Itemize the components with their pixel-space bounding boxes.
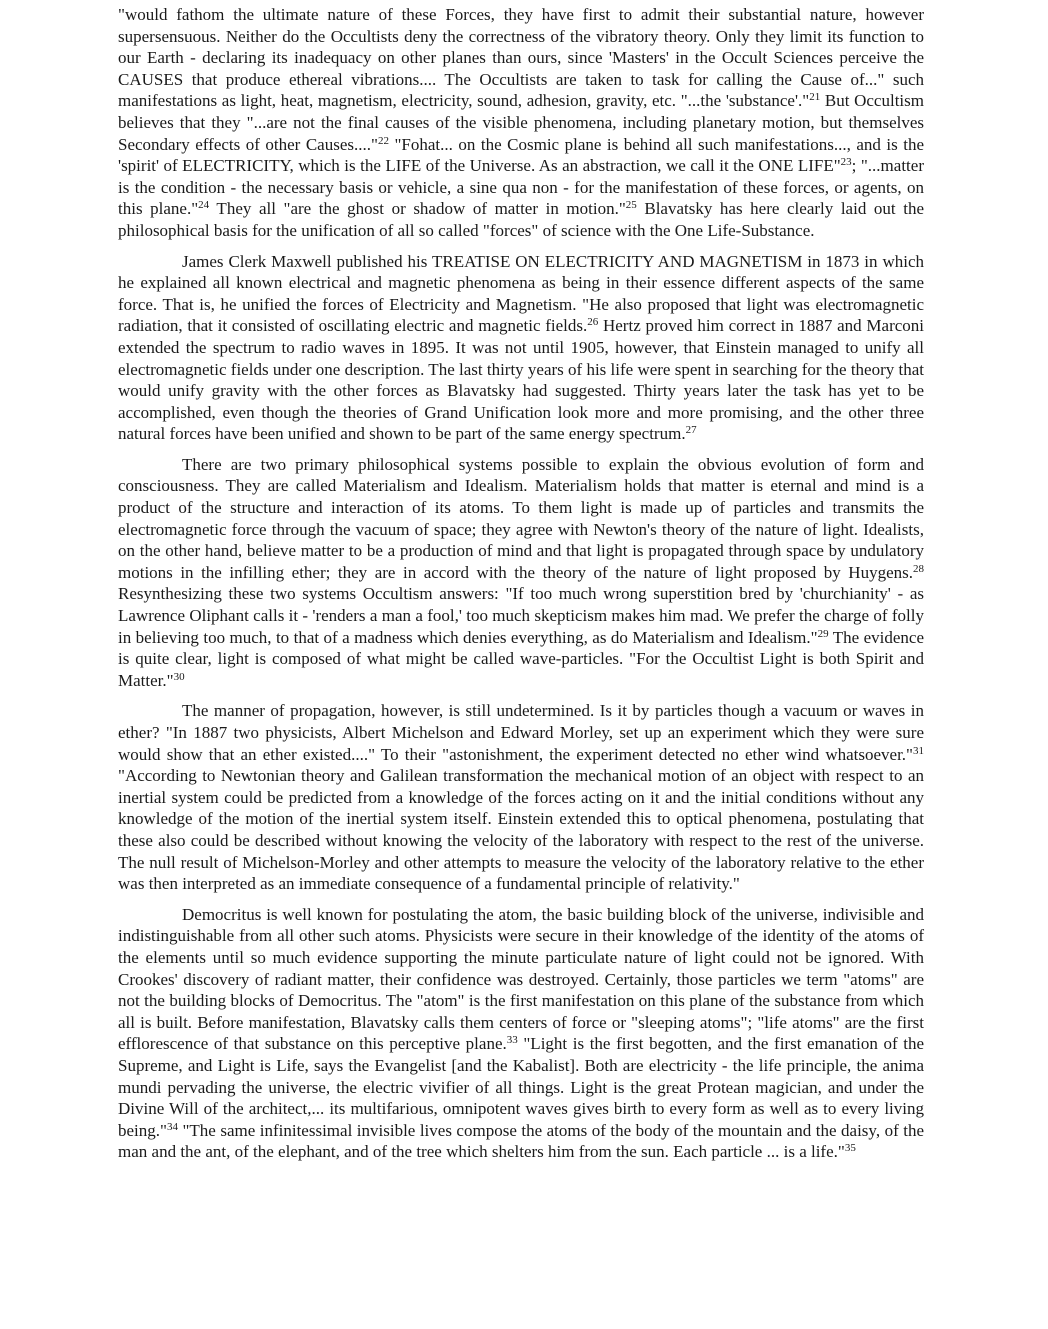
footnote-marker: 23 — [840, 156, 852, 169]
footnote-marker: 29 — [817, 627, 829, 640]
footnote-marker: 24 — [198, 199, 210, 212]
footnote-marker: 21 — [809, 91, 821, 104]
paragraph-text: "Light is the first begotten, and the first emanation of the Supreme, and Light is Life, says the Evangelist [and the Kabalist]. Both are electricity - the life principle, the anima mundi pervading the universe, the electric vivifier of all things. Light is the great Protean magician, and under the Divine Will of the architect,... its multifarious, omnipotent waves gives birth to every form as well as to every living being." — [118, 1034, 924, 1140]
footnote-marker: 35 — [844, 1142, 856, 1155]
footnote-marker: 28 — [913, 562, 924, 575]
footnote-marker: 22 — [377, 134, 389, 147]
footnote-marker: 33 — [506, 1034, 518, 1047]
paragraph-text: Hertz proved him correct in 1887 and Marconi extended the spectrum to radio waves in 1895. It was not until 1905, however, that Einstein managed to unify all electromagnetic fields under one description. The last thirty years of his life were spent in searching for the theory that would unify gravity with the other forces as Blavatsky had suggested. Thirty years later the task has yet to be accomplished, even though the theories of Grand Unification look more and more promising, and the other three natural forces have been unified and shown to be part of the same energy spectrum. — [118, 316, 924, 444]
body-paragraph — [118, 251, 924, 445]
paragraph-text: Democritus is well known for postulating the atom, the basic building block of the universe, indivisible and indistinguishable from all other such atoms. Physicists were secure in their knowledge of the identity of the atoms of the elements until so much evidence supporting the minute particulate nature of light could not be ignored. With Crookes' discovery of radiant matter, their confidence was destroyed. Certainly, those particles we term "atoms" are not the building blocks of Democritus. The "atom" is the first manifestation on this plane of the substance from which all is built. Before manifestation, Blavatsky calls them centers of force or "sleeping atoms"; "life atoms" are the first efflorescence of that substance on this perceptive plane. — [118, 904, 924, 1054]
paragraph-text: "would fathom the ultimate nature of these Forces, they have first to admit their substantial nature, however supersensuous. Neither do the Occultists deny the correctness of the vibratory theory. Only they limit its function to our Earth - declaring its inadequacy on other planes than ours, since 'Masters' in the Occult Sciences perceive the CAUSES that produce ethereal vibrations.... The Occultists are taken to task for calling the Cause of..." such manifestations as light, heat, magnetism, electricity, sound, adhesion, gravity, etc. "...the 'substance'." — [118, 5, 924, 111]
paragraph-text: "The same infinitessimal invisible lives compose the atoms of the body of the mountain and the daisy, of the man and the ant, of the elephant, and of the tree which shelters him from the sun. Each particle ... is a life." — [118, 1120, 924, 1162]
paragraph-text: The manner of propagation, however, is still undetermined. Is it by particles though a vacuum or waves in ether? "In 1887 two physicists, Albert Michelson and Edward Morley, set up an experiment which they were sure would show that an ether existed...." To their "astonishment, the experiment detected no ether wind whatsoever." — [118, 701, 924, 764]
paragraph-text: James Clerk Maxwell published his TREATISE ON ELECTRICITY AND MAGNETISM in 1873 in which he explained all known electrical and magnetic phenomena as being in their essence different aspects of the same force. That is, he unified the forces of Electricity and Magnetism. "He also proposed that light was electromagnetic radiation, that it consisted of oscillating electric and magnetic fields. — [118, 251, 924, 336]
footnote-marker: 34 — [166, 1120, 178, 1133]
body-paragraph — [118, 4, 924, 242]
paragraph-text: Blavatsky has here clearly laid out the philosophical basis for the unification of all so called "forces" of science with the One Life-Substance. — [118, 199, 924, 240]
paragraph-text: They all "are the ghost or shadow of matter in motion." — [209, 199, 626, 219]
paragraph-text: But Occultism believes that they "...are not the final causes of the visible phenomena, including planetary motion, but themselves Secondary effects of other Causes...." — [118, 91, 924, 154]
paragraph-text: "According to Newtonian theory and Galilean transformation the mechanical motion of an object with respect to an inertial system could be predicted from a knowledge of the forces acting on it and the initial conditions without any knowledge of the motion of the inertial system itself. Einstein extended this to optical phenomena, postulating that these also could be described without knowing the velocity of the laboratory with respect to the rest of the universe. The null result of Michelson-Morley and other attempts to measure the velocity of the laboratory relative to the ether was then interpreted as an immediate consequence of a fundamental principle of relativity." — [118, 766, 924, 894]
footnote-marker: 25 — [625, 199, 637, 212]
paragraph-text: "Fohat... on the Cosmic plane is behind all such manifestations..., and is the 'spirit' of ELECTRICITY, which is the LIFE of the Universe. As an abstraction, we call it the ONE LIFE" — [118, 134, 924, 176]
paragraph-text: There are two primary philosophical systems possible to explain the obvious evolution of form and consciousness. They are called Materialism and Idealism. Materialism holds that matter is eternal and mind is a product of the structure and interaction of its atoms. To them light is made up of particles and transmits the electromagnetic force through the vacuum of space; they agree with Newton's theory of the nature of light. Idealists, on the other hand, believe matter to be a production of mind and that light is propagated through space by undulatory motions in the infilling ether; they are in accord with the theory of the nature of light proposed by Huygens. — [118, 454, 924, 582]
footnote-marker: 30 — [173, 670, 185, 683]
paragraph-text: Resynthesizing these two systems Occultism answers: "If too much wrong superstition bred by 'churchianity' - as Lawrence Oliphant calls it - 'renders a man a fool,' too much skepticism makes him mad. We prefer the charge of folly in believing too much, to that of a madness which denies everything, as do Materialism and Idealism." — [118, 584, 924, 647]
body-paragraph — [118, 454, 924, 692]
footnote-marker: 26 — [587, 316, 599, 329]
body-paragraph — [118, 700, 924, 894]
footnote-marker: 27 — [685, 424, 697, 437]
body-paragraph — [118, 904, 924, 1163]
paragraph-text: ; "...matter is the condition - the necessary basis or vehicle, a sine qua non - for the manifestation of these forces, or agents, on this plane." — [118, 156, 924, 219]
paragraph-text: The evidence is quite clear, light is composed of what might be called wave-particles. "For the Occultist Light is both Spirit and Matter." — [118, 627, 924, 690]
footnote-marker: 31 — [913, 744, 924, 757]
